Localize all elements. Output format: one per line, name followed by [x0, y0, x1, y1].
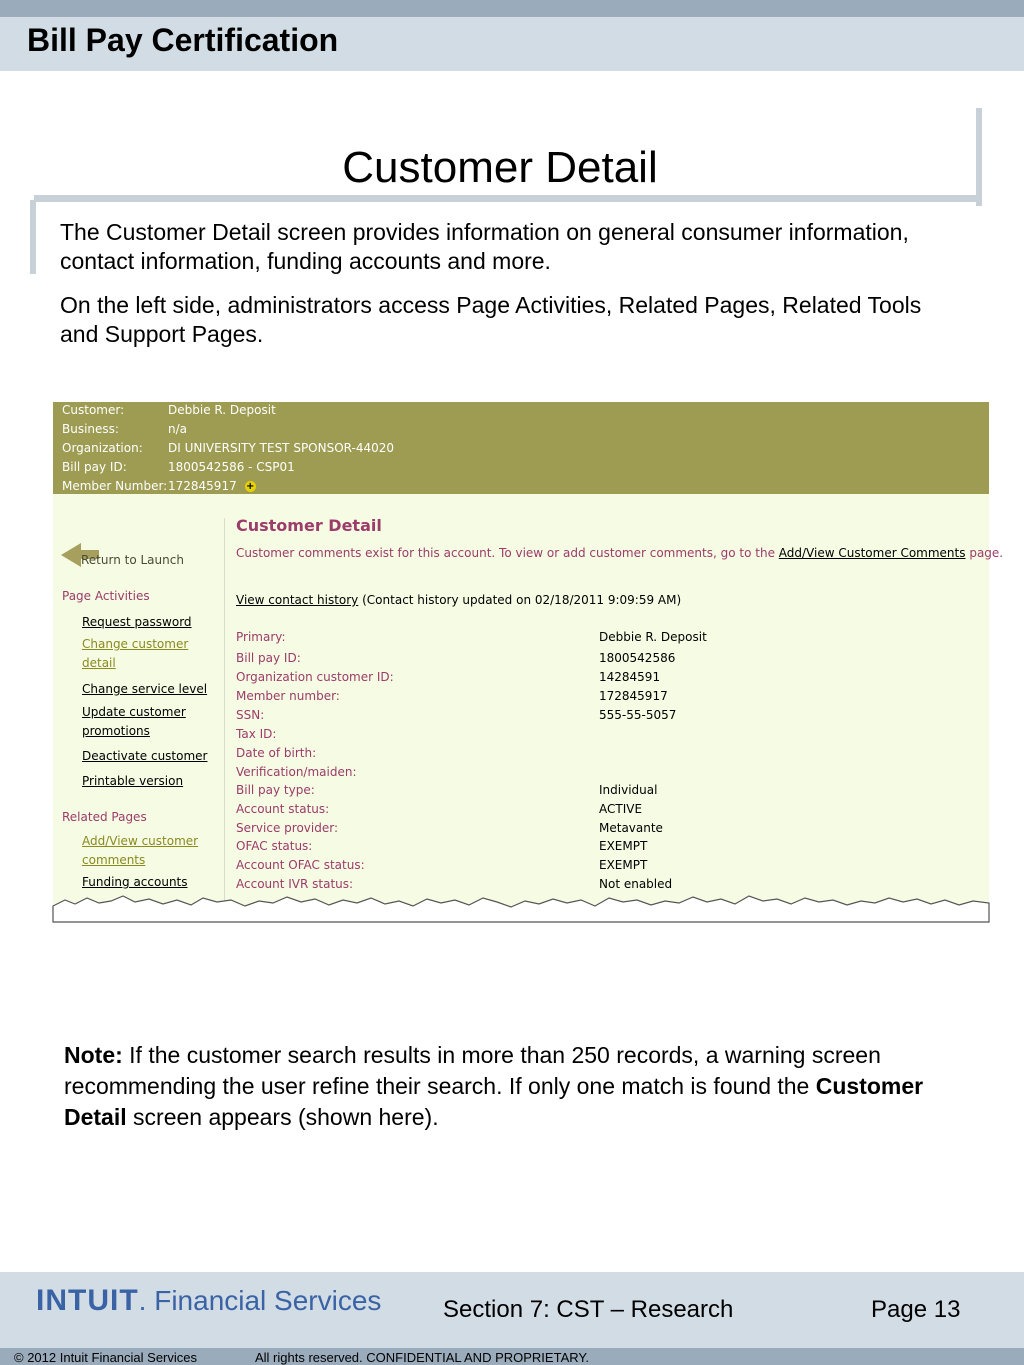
field-value: Metavante	[599, 821, 663, 835]
section-label: Section 7: CST – Research	[443, 1296, 734, 1323]
back-arrow-icon	[61, 543, 81, 567]
link-deactivate-customer[interactable]: Deactivate customer	[82, 749, 208, 763]
page-number: Page 13	[871, 1296, 961, 1323]
link-request-password[interactable]: Request password	[82, 615, 192, 629]
link-printable-version[interactable]: Printable version	[82, 774, 184, 788]
header-title: Bill Pay Certification	[27, 22, 339, 58]
slide-title: Customer Detail	[342, 143, 658, 192]
comments-notice: Customer comments exist for this account. To view or add customer comments, go to the Add/View Customer Comments page.	[236, 546, 1004, 560]
note-label: Note:	[64, 1042, 123, 1068]
expand-plus-icon[interactable]: +	[246, 481, 255, 492]
field-label: Bill pay ID:	[236, 651, 301, 665]
header-row-member-number: Member Number:172845917 +	[62, 479, 255, 493]
field-value: EXEMPT	[599, 858, 648, 872]
field-label: Account IVR status:	[236, 877, 354, 891]
field-value: EXEMPT	[599, 839, 648, 853]
field-label: Verification/maiden:	[236, 765, 357, 779]
customer-detail-screenshot: Customer: Debbie R. Deposit Business: n/a Organization: DI UNIVERSITY TEST SPONSOR-44020 Bill pay ID: 1800542586 - CSP01 Member Number:172845917 + Return to Launch Page Activities Request password Change customer detail Change service level Update customer promotions Deactivate customer Printable version Related Pages Add/View customer comments Funding accounts Customer Detail Customer comments exist for this account. To view or add customer comments, go to the Add/View Customer Comments page. View contact history (Contact history updated on 02/18/2011 9:09:59 AM) Primary: Debbie R. Deposit Bill pay ID: 1800542586 Organization customer ID: 14284591 Member number: 172845917 SSN: 555-55-5057 Tax ID: Date of birth: Verification/maiden: Bill pay type: Individual Account status: ACTIVE Service provider: Metavante OFAC status: EXEMPT Account OFAC status: EXEMPT Account IVR status: Not enabled	[53, 402, 989, 922]
title-frame-bottom	[34, 195, 982, 202]
link-add-view-customer-comments[interactable]: Add/View customer comments	[82, 834, 199, 867]
copyright-text: © 2012 Intuit Financial Services	[14, 1350, 198, 1365]
note-paragraph: Note: If the customer search results in more than 250 records, a warning screen recommending the user refine their search. If only one match is found the Customer Detail screen appears (shown here).	[64, 1042, 924, 1130]
sidebar-divider	[224, 518, 225, 922]
field-label: Member number:	[236, 689, 340, 703]
link-update-customer-promotions[interactable]: Update customer promotions	[82, 705, 186, 738]
customer-header-band	[53, 402, 989, 494]
header-row-organization: Organization: DI UNIVERSITY TEST SPONSOR-44020	[62, 441, 395, 455]
field-label: SSN:	[236, 708, 265, 722]
link-change-customer-detail[interactable]: Change customer detail	[82, 637, 189, 670]
detail-title: Customer Detail	[236, 516, 382, 535]
note-bold-term: Customer Detail	[64, 1073, 924, 1130]
field-label: Primary:	[236, 630, 286, 644]
link-change-service-level[interactable]: Change service level	[82, 682, 208, 696]
related-pages-heading: Related Pages	[62, 810, 147, 824]
field-value: 172845917	[599, 689, 668, 703]
field-label: Bill pay type:	[236, 783, 315, 797]
intuit-logo: INTUIT. Financial Services	[36, 1284, 382, 1317]
contact-history-line: View contact history (Contact history updated on 02/18/2011 9:09:59 AM)	[236, 593, 682, 607]
field-label: Account OFAC status:	[236, 858, 365, 872]
page-activities-heading: Page Activities	[62, 589, 150, 603]
view-contact-history-link[interactable]: View contact history	[236, 593, 359, 607]
header-row-billpay-id: Bill pay ID: 1800542586 - CSP01	[62, 460, 295, 474]
field-value: 555-55-5057	[599, 708, 677, 722]
field-value: Debbie R. Deposit	[599, 630, 707, 644]
field-label: Date of birth:	[236, 746, 317, 760]
field-value: 1800542586	[599, 651, 676, 665]
intro-paragraph-1: The Customer Detail screen provides information on general consumer information, contact information, funding accounts and more.	[60, 219, 909, 274]
field-label: Tax ID:	[236, 727, 277, 741]
field-value: ACTIVE	[599, 802, 643, 816]
rights-text: All rights reserved. CONFIDENTIAL AND PROPRIETARY.	[255, 1350, 589, 1365]
field-value: 14284591	[599, 670, 661, 684]
field-label: Service provider:	[236, 821, 338, 835]
field-value: Individual	[599, 783, 658, 797]
header-row-customer: Customer: Debbie R. Deposit	[62, 403, 276, 417]
add-view-comments-link[interactable]: Add/View Customer Comments	[778, 546, 966, 560]
link-funding-accounts[interactable]: Funding accounts	[82, 875, 188, 889]
header-row-business: Business: n/a	[62, 422, 188, 436]
torn-edge	[53, 890, 989, 922]
field-value: Not enabled	[599, 877, 673, 891]
field-label: Organization customer ID:	[236, 670, 394, 684]
top-strip	[0, 0, 1024, 17]
intro-paragraph-2: On the left side, administrators access Page Activities, Related Pages, Related Tools and Support Pages.	[60, 292, 922, 347]
title-frame-left	[30, 200, 36, 274]
field-label: OFAC status:	[236, 839, 313, 853]
field-label: Account status:	[236, 802, 330, 816]
